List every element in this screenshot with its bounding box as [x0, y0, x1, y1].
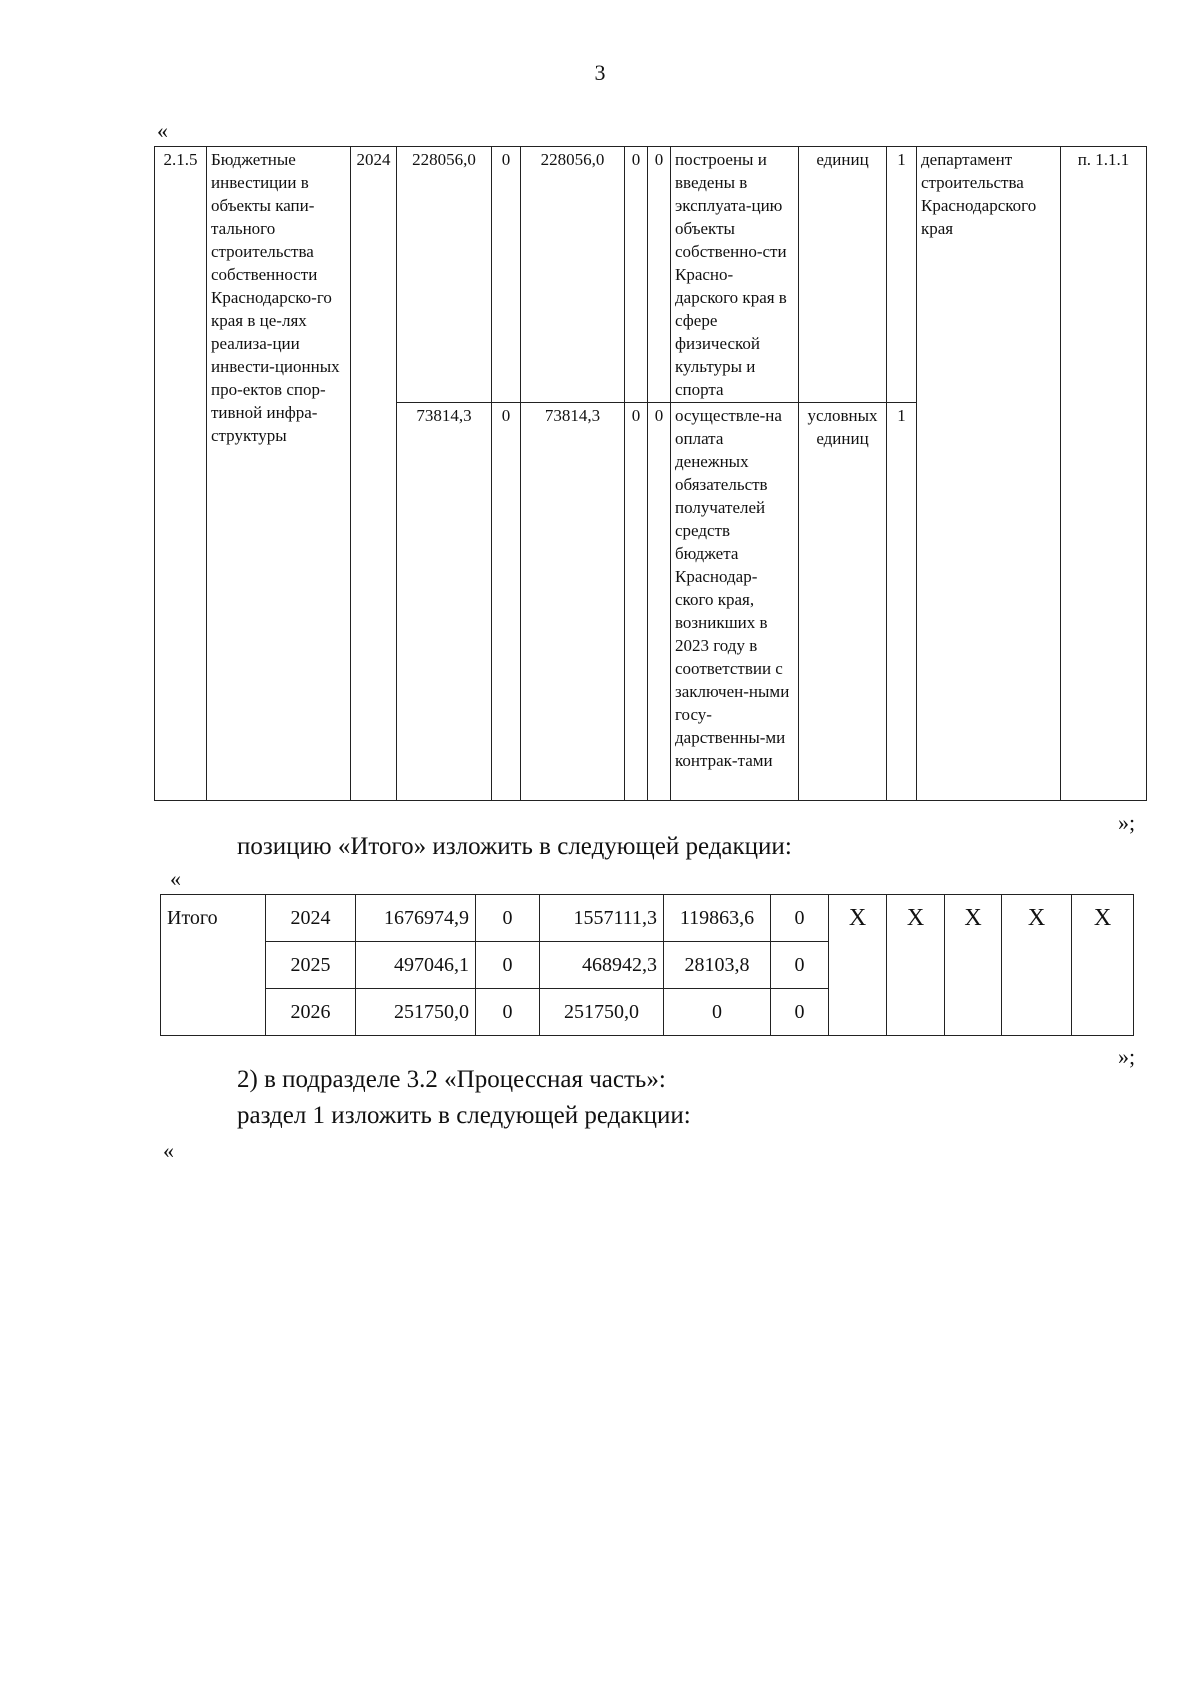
x-mark: Х	[1072, 895, 1134, 1036]
year: 2026	[266, 989, 356, 1036]
total-amount: 73814,3	[397, 403, 492, 801]
year: 2025	[266, 942, 356, 989]
unit: единиц	[799, 147, 887, 403]
open-quote-2: «	[170, 866, 181, 891]
paragraph-section: раздел 1 изложить в следующей редакции:	[237, 1102, 691, 1129]
x-mark: Х	[829, 895, 887, 1036]
unit: условных единиц	[799, 403, 887, 801]
federal-amount: 0	[476, 895, 540, 942]
x-mark: Х	[887, 895, 945, 1036]
federal-amount: 0	[492, 147, 521, 403]
federal-amount: 0	[476, 989, 540, 1036]
local-amount: 0	[664, 989, 771, 1036]
regional-amount: 228056,0	[521, 147, 625, 403]
item-name: Бюджетные инвестиции в объекты капи-тального строительства собственности Краснодарско-го края в це-лях реализа-ции инвести-ционных про-ектов спор-тивной инфра-структуры	[207, 147, 351, 801]
total-amount: 228056,0	[397, 147, 492, 403]
table-row	[155, 147, 1147, 403]
close-quote-1: »;	[1118, 810, 1136, 835]
result-value: 1	[887, 403, 917, 801]
program-table	[154, 146, 1147, 801]
local-amount: 0	[625, 403, 648, 801]
total-amount: 251750,0	[356, 989, 476, 1036]
item-number: 2.1.5	[155, 147, 207, 801]
local-amount: 0	[625, 147, 648, 403]
total-amount: 1676974,9	[356, 895, 476, 942]
regional-amount: 468942,3	[540, 942, 664, 989]
item-year: 2024	[351, 147, 397, 801]
extrabudget-amount: 0	[771, 942, 829, 989]
regional-amount: 1557111,3	[540, 895, 664, 942]
executor: департамент строительства Краснодарского края	[917, 147, 1061, 801]
result-text: построены и введены в эксплуата-цию объекты собственно-сти Красно-дарского края в сфере физической культуры и спорта	[671, 147, 799, 403]
extrabudget-amount: 0	[771, 895, 829, 942]
regional-amount: 73814,3	[521, 403, 625, 801]
federal-amount: 0	[476, 942, 540, 989]
close-quote-2: »;	[1118, 1044, 1136, 1069]
regional-amount: 251750,0	[540, 989, 664, 1036]
open-quote-1: «	[157, 118, 168, 143]
extrabudget-amount: 0	[648, 147, 671, 403]
page-number: 3	[594, 60, 606, 85]
local-amount: 28103,8	[664, 942, 771, 989]
total-amount: 497046,1	[356, 942, 476, 989]
year: 2024	[266, 895, 356, 942]
reference: п. 1.1.1	[1061, 147, 1147, 801]
x-mark: Х	[945, 895, 1002, 1036]
totals-table	[160, 894, 1134, 1036]
federal-amount: 0	[492, 403, 521, 801]
extrabudget-amount: 0	[771, 989, 829, 1036]
paragraph-itogo: позицию «Итого» изложить в следующей редакции:	[237, 833, 792, 860]
table-row	[161, 895, 1134, 942]
result-value: 1	[887, 147, 917, 403]
totals-label: Итого	[161, 895, 266, 1036]
open-quote-3: «	[163, 1138, 174, 1163]
paragraph-subsection: 2) в подразделе 3.2 «Процессная часть»:	[237, 1066, 666, 1093]
result-text: осуществле-на оплата денежных обязательств получателей средств бюджета Краснодар-ского края, возникших в 2023 году в соответствии с заключен-ными госу-дарственны-ми контрак-тами	[671, 403, 799, 801]
local-amount: 119863,6	[664, 895, 771, 942]
extrabudget-amount: 0	[648, 403, 671, 801]
x-mark: Х	[1002, 895, 1072, 1036]
